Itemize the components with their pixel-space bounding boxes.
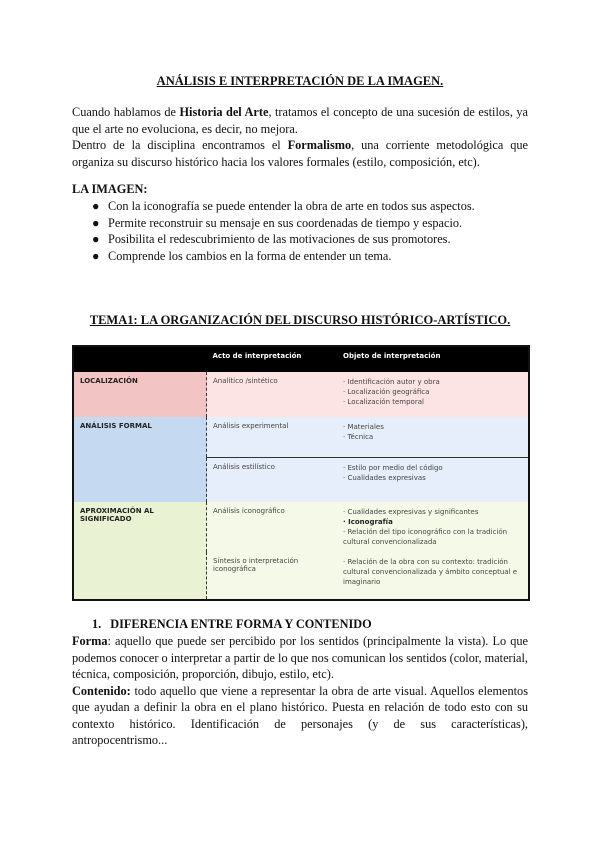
- acto-cell: Analítico /sintético: [207, 372, 338, 417]
- list-item: [92, 231, 532, 248]
- objeto-item: · Relación de la obra con su contexto: tradición cultural convencionalizada y ámbito conceptual e imaginario: [343, 558, 518, 586]
- objeto-item: · Técnica: [343, 433, 374, 441]
- interpretation-table: [72, 345, 530, 601]
- table-row: [73, 502, 529, 552]
- header-cell: Acto de interpretación: [207, 346, 338, 372]
- objeto-item: · Cualidades expresivas: [343, 473, 426, 482]
- table-row: [73, 417, 529, 457]
- list-item: [92, 198, 532, 215]
- list-item-text: Comprende los cambios en la forma de entender un tema.: [108, 248, 392, 263]
- forma-paragraph: [72, 633, 528, 683]
- table-header-row: [73, 346, 529, 372]
- acto-cell: Análisis experimental: [207, 417, 338, 457]
- bullet-icon: ●: [92, 248, 100, 263]
- table-row: [73, 372, 529, 417]
- list-item: [92, 215, 532, 232]
- term-forma: Forma: [72, 634, 108, 648]
- imagen-bullet-list: [92, 198, 532, 264]
- header-cell: Objeto de interpretación: [337, 346, 529, 372]
- objeto-item: · Identificación autor y obra: [343, 378, 440, 386]
- objeto-item: · Localización geográfica: [343, 388, 430, 396]
- term-historia-arte: Historia del Arte: [179, 105, 269, 119]
- text: Dentro de la disciplina encontramos el: [72, 138, 288, 152]
- section-1-body: [72, 633, 528, 749]
- bullet-icon: ●: [92, 199, 100, 213]
- objeto-item: · Cualidades expresivas y significantes: [343, 508, 479, 516]
- bullet-icon: ●: [92, 232, 100, 247]
- acto-cell: Análisis estilístico: [207, 457, 338, 502]
- objeto-item: · Materiales: [343, 423, 384, 431]
- intro: [72, 104, 528, 170]
- section-title: DIFERENCIA ENTRE FORMA Y CONTENIDO: [110, 617, 372, 631]
- category-cell: LOCALIZACIÓN: [73, 372, 207, 417]
- objeto-cell: [337, 417, 529, 457]
- text: , una corriente metodológica que organiza su discurso histórico hacia los valores formales (estilo, composición, etc).: [72, 138, 528, 169]
- objeto-item: · Estilo por medio del código: [343, 463, 443, 472]
- category-cell: ANÁLISIS FORMAL: [73, 417, 207, 502]
- intro-paragraph-1: [72, 104, 528, 137]
- text: : aquello que puede ser percibido por los sentidos (principalmente la vista). Lo que podemos conocer o interpretar a partir de lo que nos comunican los sentidos (color, material, técnica, composición, proporción, dibujo, estilo, etc).: [72, 634, 528, 681]
- section-1-heading: [92, 617, 372, 632]
- imagen-heading: LA IMAGEN:: [72, 182, 148, 196]
- text: Cuando hablamos de: [72, 105, 180, 119]
- list-item-text: Permite reconstruir su mensaje en sus coordenadas de tiempo y espacio.: [108, 215, 463, 230]
- list-item: [92, 248, 532, 265]
- term-formalismo: Formalismo: [287, 138, 352, 152]
- header-cell: [73, 346, 207, 372]
- objeto-item: · Localización temporal: [343, 398, 424, 406]
- text: todo aquello que viene a representar la obra de arte visual. Aquellos elementos que ayudan a definir la obra en el plano histórico. Puesta en relación de todo esto con su contexto histórico. Identificación de personajes (y de sus características), antropocentrismo...: [72, 683, 528, 747]
- list-item-text: Con la iconografía se puede entender la obra de arte en todos sus aspectos.: [108, 199, 475, 213]
- objeto-cell: [337, 552, 529, 600]
- section-number: 1.: [92, 617, 102, 631]
- text: , tratamos el concepto de una sucesión de estilos, ya que el arte no evoluciona, es decir, no mejora.: [72, 105, 528, 136]
- intro-paragraph-2: [72, 137, 528, 170]
- acto-cell: Síntesis o interpretación iconográfica: [207, 552, 338, 600]
- term-contenido: Contenido:: [72, 683, 131, 698]
- objeto-item: · Relación del tipo iconográfico con la tradición cultural convencionalizada: [343, 528, 508, 546]
- acto-cell: Análisis iconográfico: [207, 502, 338, 552]
- objeto-cell: [337, 502, 529, 552]
- objeto-item: · Iconografía: [343, 518, 393, 526]
- objeto-cell: [337, 457, 529, 502]
- contenido-paragraph: [72, 683, 528, 749]
- objeto-cell: [337, 372, 529, 417]
- list-item-text: Posibilita el redescubrimiento de las motivaciones de sus promotores.: [108, 232, 451, 247]
- bullet-icon: ●: [92, 215, 100, 230]
- tema-heading: TEMA1: LA ORGANIZACIÓN DEL DISCURSO HISTÓRICO-ARTÍSTICO.: [89, 313, 511, 327]
- category-cell: APROXIMACIÓN AL SIGNIFICADO: [73, 502, 207, 600]
- page-title: ANÁLISIS E INTERPRETACIÓN DE LA IMAGEN.: [156, 74, 444, 88]
